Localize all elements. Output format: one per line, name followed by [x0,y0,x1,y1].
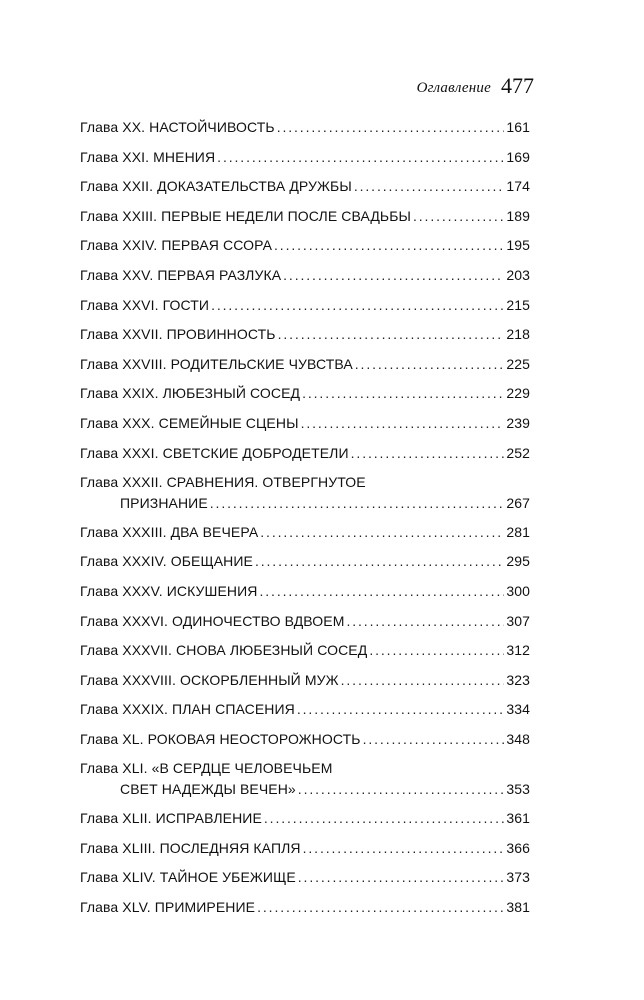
chapter-page-number: 225 [506,355,530,372]
chapter-page-number: 215 [506,296,530,313]
running-header [0,72,534,98]
chapter-page-number: 218 [506,326,530,343]
dot-leader [369,640,504,661]
dot-leader [341,670,505,691]
toc-entry[interactable] [80,729,530,750]
dot-leader [301,413,505,434]
chapter-page-number: 361 [506,810,530,827]
chapter-title: ИСПРАВЛЕНИЕ [155,810,262,827]
dot-leader [298,867,505,888]
chapter-label: Глава XXIII. [80,207,158,224]
chapter-title: ПЛАН СПАСЕНИЯ [172,701,295,718]
dot-leader [211,295,504,316]
chapter-page-number: 295 [506,553,530,570]
dot-leader [346,611,504,632]
toc-entry[interactable] [80,551,530,572]
chapter-title: ТАЙНОЕ УБЕЖИЩЕ [159,869,296,886]
chapter-page-number: 323 [506,671,530,688]
toc-entry[interactable] [80,699,530,720]
toc-entry[interactable] [80,206,530,227]
dot-leader [351,443,505,464]
chapter-label: Глава XXII. [80,178,154,195]
chapter-title: СЕМЕЙНЫЕ СЦЕНЫ [158,414,299,431]
chapter-page-number: 353 [506,781,530,798]
toc-entry[interactable] [80,472,530,514]
chapter-title: ПРИМИРЕНИЕ [154,898,256,915]
chapter-title: ПРОВИННОСТЬ [166,326,276,343]
chapter-label: Глава XLI. [80,760,148,777]
chapter-page-number: 267 [506,495,530,512]
chapter-page-number: 300 [506,582,530,599]
chapter-title: ОСКОРБЛЕННЫЙ МУЖ [180,671,339,688]
chapter-label: Глава XXV. [80,266,154,283]
dot-leader [413,206,504,227]
chapter-page-number: 307 [506,612,530,629]
toc-entry[interactable] [80,354,530,375]
toc-entry[interactable] [80,611,530,632]
chapter-label: Глава XXVII. [80,326,163,343]
toc-entry[interactable] [80,117,530,138]
toc-entry[interactable] [80,443,530,464]
chapter-page-number: 189 [506,207,530,224]
chapter-title: ДВА ВЕЧЕРА [170,523,259,540]
chapter-page-number: 373 [506,869,530,886]
chapter-title: ГОСТИ [162,296,210,313]
chapter-page-number: 381 [506,898,530,915]
chapter-label: Глава XXVI. [80,296,159,313]
chapter-title: МНЕНИЯ [153,148,216,165]
chapter-title: РОДИТЕЛЬСКИЕ ЧУВСТВА [170,355,353,372]
chapter-label: Глава XXIX. [80,385,159,402]
chapter-label: Глава XXXI. [80,444,159,461]
dot-leader [302,383,504,404]
chapter-title: ОДИНОЧЕСТВО ВДВОЕМ [172,612,345,629]
chapter-page-number: 229 [506,385,530,402]
toc-entry[interactable] [80,235,530,256]
chapter-page-number: 252 [506,444,530,461]
chapter-label: Глава XXX. [80,414,155,431]
table-of-contents [80,117,530,926]
toc-entry[interactable] [80,758,530,800]
chapter-label: Глава XXXII. [80,474,163,491]
chapter-title: НАСТОЙЧИВОСТЬ [149,119,275,135]
dot-leader [264,808,504,829]
toc-entry[interactable] [80,147,530,168]
toc-entry[interactable] [80,324,530,345]
chapter-page-number: 334 [506,701,530,718]
chapter-label: Глава XLIII. [80,839,156,856]
chapter-label: Глава XXVIII. [80,355,167,372]
chapter-page-number: 312 [506,642,530,659]
chapter-label: Глава XLII. [80,810,152,827]
toc-entry[interactable] [80,670,530,691]
toc-entry[interactable] [80,838,530,859]
dot-leader [303,838,505,859]
dot-leader [260,522,504,543]
chapter-label: Глава XXXIV. [80,553,167,570]
toc-entry[interactable] [80,176,530,197]
chapter-page-number: 161 [506,119,530,135]
chapter-label: Глава XXXVI. [80,612,169,629]
chapter-page-number: 203 [506,266,530,283]
toc-entry[interactable] [80,522,530,543]
chapter-label: Глава XXIV. [80,237,158,254]
chapter-title: ЛЮБЕЗНЫЙ СОСЕД [162,385,301,402]
toc-entry[interactable] [80,808,530,829]
chapter-page-number: 195 [506,237,530,254]
chapter-title: ПЕРВАЯ РАЗЛУКА [157,266,282,283]
chapter-label: Глава XLIV. [80,869,156,886]
toc-entry[interactable] [80,383,530,404]
chapter-page-number: 239 [506,414,530,431]
toc-entry[interactable] [80,897,530,918]
dot-leader [277,117,505,138]
chapter-label: Глава XX. [80,119,146,135]
dot-leader [297,699,504,720]
chapter-label: Глава XLV. [80,898,151,915]
toc-entry[interactable] [80,265,530,286]
toc-entry[interactable] [80,581,530,602]
chapter-title-continuation: СВЕТ НАДЕЖДЫ ВЕЧЕН» [120,781,296,798]
dot-leader [298,779,505,800]
chapter-label: Глава XXXIII. [80,523,167,540]
dot-leader [363,729,505,750]
chapter-page-number: 174 [506,178,530,195]
chapter-title: ИСКУШЕНИЯ [166,582,258,599]
chapter-label: Глава XXXIX. [80,701,169,718]
chapter-title: ДОКАЗАТЕЛЬСТВА ДРУЖБЫ [157,178,352,195]
chapter-title: ПОСЛЕДНЯЯ КАПЛЯ [159,839,301,856]
dot-leader [255,551,504,572]
toc-entry[interactable] [80,867,530,888]
dot-leader [217,147,504,168]
chapter-label: Глава XL. [80,730,144,747]
chapter-title: ОБЕЩАНИЕ [170,553,253,570]
chapter-label: Глава XXXVII. [80,642,173,659]
chapter-page-number: 366 [506,839,530,856]
chapter-title: «В СЕРДЦЕ ЧЕЛОВЕЧЬЕМ [151,760,333,777]
chapter-page-number: 169 [506,148,530,165]
dot-leader [257,897,504,918]
chapter-title: ПЕРВЫЕ НЕДЕЛИ ПОСЛЕ СВАДЬБЫ [161,207,411,224]
chapter-title: СВЕТСКИЕ ДОБРОДЕТЕЛИ [162,444,349,461]
chapter-label: Глава XXI. [80,148,150,165]
chapter-label: Глава XXXVIII. [80,671,177,688]
chapter-title-continuation: ПРИЗНАНИЕ [120,495,208,512]
dot-leader [274,235,504,256]
section-title: Оглавление [416,80,491,96]
chapter-page-number: 348 [506,730,530,747]
chapter-title: ПЕРВАЯ ССОРА [161,237,273,254]
toc-entry[interactable] [80,295,530,316]
dot-leader [354,176,504,197]
dot-leader [355,354,505,375]
chapter-title: РОКОВАЯ НЕОСТОРОЖНОСТЬ [147,730,361,747]
dot-leader [283,265,504,286]
chapter-page-number: 281 [506,523,530,540]
chapter-title: СНОВА ЛЮБЕЗНЫЙ СОСЕД [176,642,368,659]
toc-entry[interactable] [80,640,530,661]
dot-leader [278,324,505,345]
toc-entry[interactable] [80,413,530,434]
chapter-label: Глава XXXV. [80,582,163,599]
chapter-title: СРАВНЕНИЯ. ОТВЕРГНУТОЕ [166,474,366,491]
page-number: 477 [501,73,534,98]
dot-leader [210,493,505,514]
dot-leader [260,581,505,602]
